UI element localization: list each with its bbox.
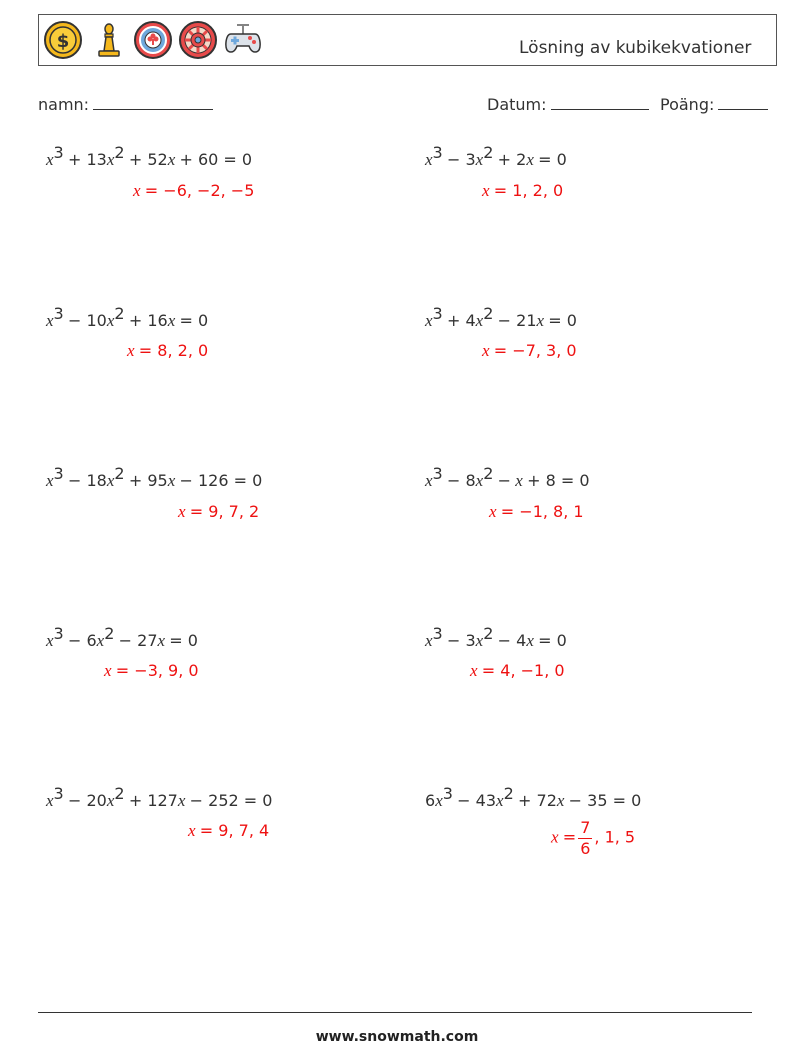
answer-10: x = $\frac{7}{6}$ , 1, 5 [551,818,636,858]
gamepad-icon [223,20,263,60]
answer-7: x = −3, 9, 0 [104,661,199,680]
equation-2: $x^3 - 3x^2 + 2x = 0$ [425,143,567,169]
answer-5: x = 9, 7, 2 [178,502,260,521]
date-blank[interactable] [551,94,649,110]
dartboard-icon [178,20,218,60]
name-blank[interactable] [93,94,213,110]
answer-2: x = 1, 2, 0 [482,181,564,200]
answer-4: x = −7, 3, 0 [482,341,577,360]
equation-4: $x^3 + 4x^2 - 21x = 0$ [425,304,577,330]
svg-text:$: $ [56,31,70,52]
equation-9: $x^3 - 20x^2 + 127x - 252 = 0$ [46,784,273,810]
equation-5: $x^3 - 18x^2 + 95x - 126 = 0$ [46,464,263,490]
date-label: Datum: [487,95,547,114]
score-blank[interactable] [718,94,768,110]
answer-1: x = −6, −2, −5 [133,181,255,200]
equation-1: $x^3 + 13x^2 + 52x + 60 = 0$ [46,143,253,169]
name-label: namn: [38,95,90,114]
answer-6: x = −1, 8, 1 [489,502,584,521]
answer-3: x = 8, 2, 0 [127,341,209,360]
equation-8: $x^3 - 3x^2 - 4x = 0$ [425,624,567,650]
footer-divider [38,1012,752,1013]
footer-url[interactable]: www.snowmath.com [315,1029,479,1045]
header-box [38,14,777,66]
date-field [487,94,649,114]
equation-10: $6x^3 - 43x^2 + 72x - 35 = 0$ [425,784,642,810]
score-field [660,94,768,114]
equation-3: $x^3 - 10x^2 + 16x = 0$ [46,304,209,330]
poker-chip-icon [133,20,173,60]
name-field [38,94,213,114]
chess-bishop-icon [89,20,129,60]
score-label: Poäng: [660,95,715,114]
answer-8: x = 4, −1, 0 [470,661,565,680]
fraction: $\frac{7}{6}$ [580,818,591,858]
coin-icon [43,20,83,60]
page-title: Lösning av kubikekvationer [519,38,752,58]
equation-7: $x^3 - 6x^2 - 27x = 0$ [46,624,198,650]
answer-9: x = 9, 7, 4 [188,821,270,840]
equation-6: $x^3 - 8x^2 - x + 8 = 0$ [425,464,590,490]
